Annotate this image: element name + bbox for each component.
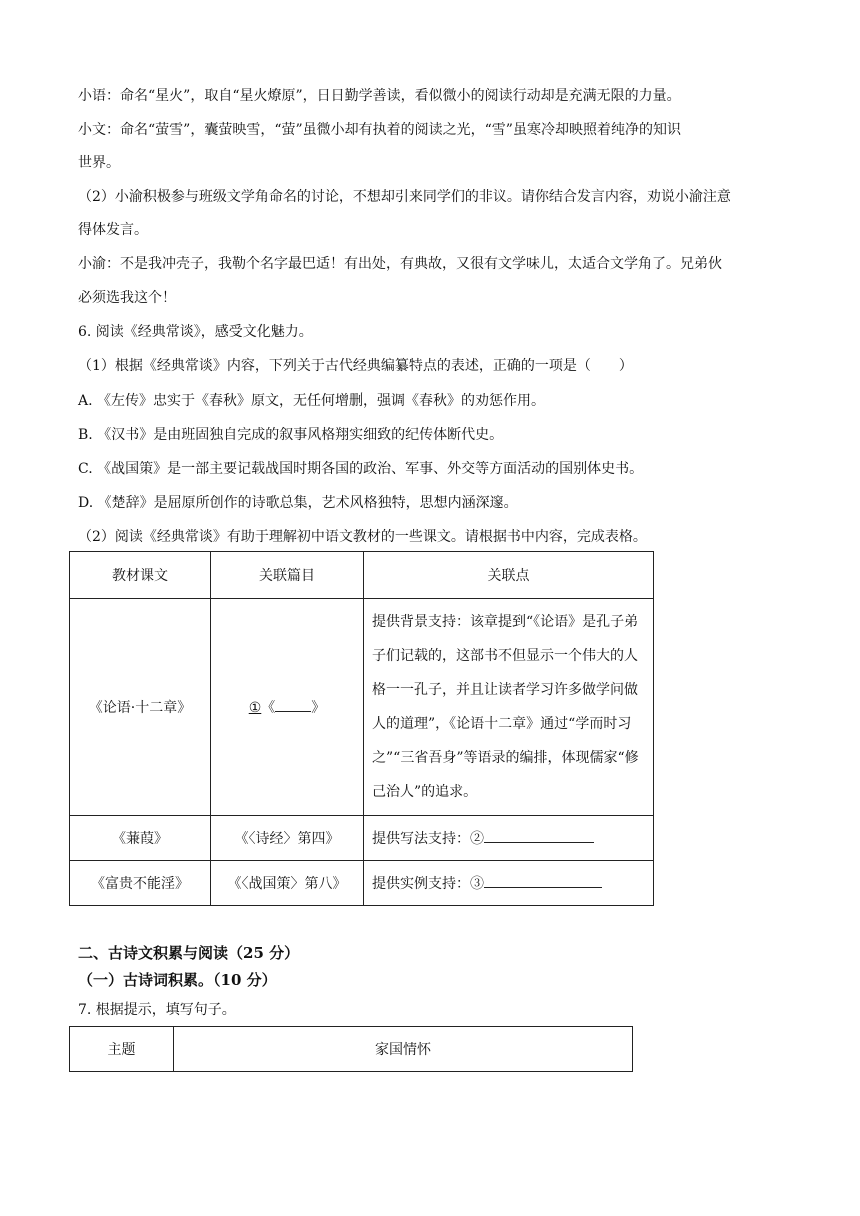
table-header-relation: 关联点: [364, 552, 654, 599]
table-cell-textbook: 《富贵不能淫》: [70, 861, 211, 906]
question-2-line2: 得体发言。: [78, 222, 148, 238]
table-header-textbook: 教材课文: [70, 552, 211, 599]
table-cell-relation: 提供写法支持：②: [364, 816, 654, 861]
question-6-1: （1）根据《经典常谈》内容，下列关于古代经典编纂特点的表述，正确的一项是（ ）: [78, 358, 633, 374]
table-cell-relation: 提供背景支持：该章提到“《论语》是孔子弟子们记载的，这部书不但显示一个伟大的人格一一孔子，并且让读者学习许多做学问做人的道理”，《论语十二章》通过“学而时习之”“三省吾身”等语录的编排，体现儒家“修己治人”的追求。: [364, 599, 654, 816]
answer-blank-3[interactable]: [484, 873, 602, 888]
table-cell-textbook: 《论语·十二章》: [70, 599, 211, 816]
table-cell-textbook: 《蒹葭》: [70, 816, 211, 861]
paragraph-xiaoyu: 小语：命名“星火”，取自“星火燎原”，日日勤学善读，看似微小的阅读行动却是充满无限的力量。: [78, 88, 681, 104]
table-cell-chapter: 《〈战国策〉第八》: [211, 861, 364, 906]
option-c: C. 《战国策》是一部主要记载战国时期各国的政治、军事、外交等方面活动的国别体史书。: [78, 461, 644, 477]
section-heading-2-1: （一）古诗词积累。（10 分）: [78, 971, 277, 989]
table-cell-chapter: 《〈诗经〉第四》: [211, 816, 364, 861]
classics-table: [69, 551, 654, 906]
blank-number-1: ①: [248, 700, 262, 716]
paragraph-xiaoyu2-line2: 必须选我这个！: [78, 290, 176, 306]
table-row: [70, 816, 654, 861]
paragraph-xiaowen-line1: 小文：命名“萤雪”，囊萤映雪，“萤”虽微小却有执着的阅读之光，“雪”虽寒冷却映照着纯净的知识: [78, 122, 681, 138]
table-row: [70, 599, 654, 816]
section-heading-2: 二、古诗文积累与阅读（25 分）: [78, 944, 300, 962]
option-a: A. 《左传》忠实于《春秋》原文，无任何增删，强调《春秋》的劝惩作用。: [78, 393, 546, 409]
paragraph-xiaowen-line2: 世界。: [78, 155, 120, 171]
theme-value: 家国情怀: [174, 1027, 633, 1072]
question-6-2: （2）阅读《经典常谈》有助于理解初中语文教材的一些课文。请根据书中内容，完成表格。: [78, 529, 647, 545]
option-b: B. 《汉书》是由班固独自完成的叙事风格翔实细致的纪传体断代史。: [78, 427, 504, 443]
question-6: 6. 阅读《经典常谈》，感受文化魅力。: [78, 324, 313, 340]
table-cell-relation: 提供实例支持：③: [364, 861, 654, 906]
question-7: 7. 根据提示，填写句子。: [78, 1002, 236, 1018]
answer-blank-2[interactable]: [484, 828, 594, 843]
option-d: D. 《楚辞》是屈原所创作的诗歌总集，艺术风格独特，思想内涵深邃。: [78, 495, 518, 511]
question-2-line1: （2）小渝积极参与班级文学角命名的讨论，不想却引来同学们的非议。请你结合发言内容，劝说小渝注意: [78, 189, 731, 205]
answer-blank-1[interactable]: [275, 697, 311, 712]
table-row: [70, 861, 654, 906]
theme-label: 主题: [70, 1027, 174, 1072]
table-cell-chapter-blank: ①《 》: [211, 599, 364, 816]
table-header-chapter: 关联篇目: [211, 552, 364, 599]
paragraph-xiaoyu2-line1: 小渝：不是我冲壳子，我勒个名字最巴适！有出处，有典故，又很有文学味儿，太适合文学角了。兄弟伙: [78, 256, 722, 272]
theme-table: [69, 1026, 633, 1072]
